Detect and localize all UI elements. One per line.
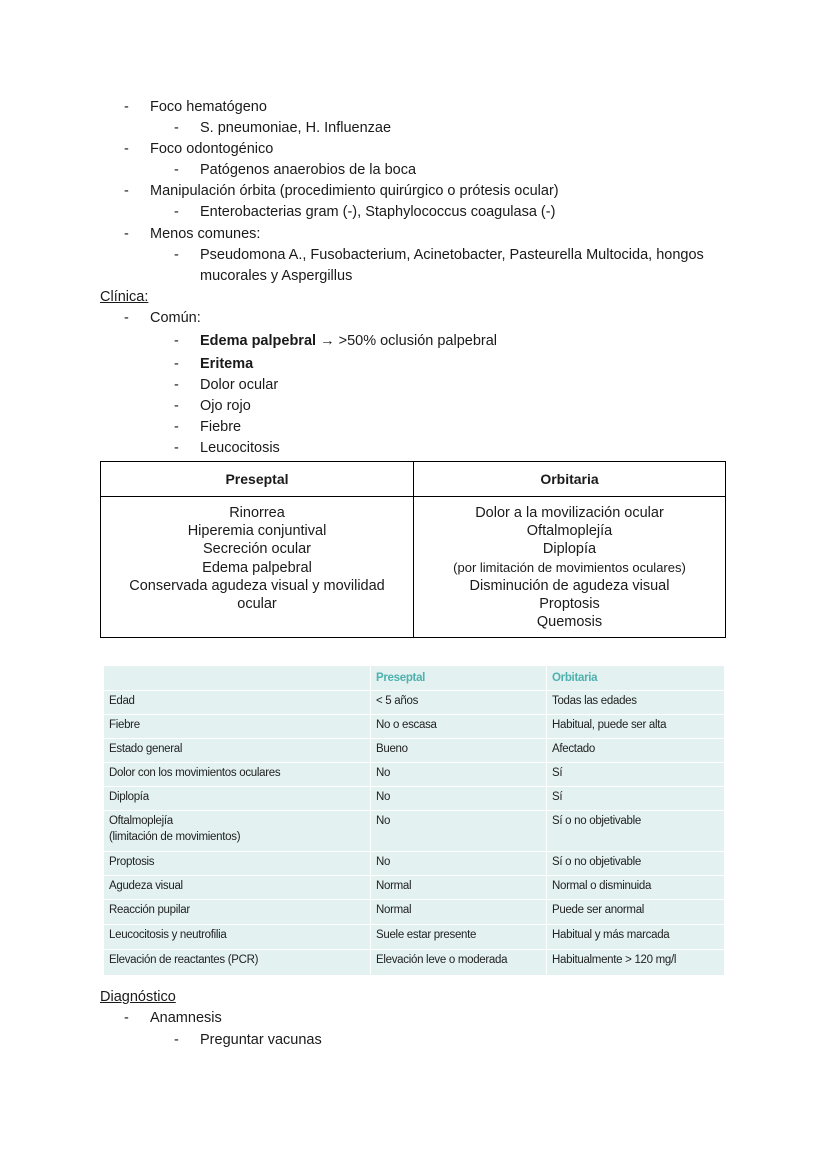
bold-term: Eritema <box>200 356 254 372</box>
list-item: Enterobacterias gram (-), Staphylococcus coagulasa (-) <box>200 204 556 220</box>
bullet-dash: - <box>124 1010 129 1026</box>
row-value: No o escasa <box>376 719 437 731</box>
list-item: Anamnesis <box>150 1010 222 1026</box>
row-label: Dolor con los movimientos oculares <box>109 767 281 779</box>
row-value: No <box>376 815 391 827</box>
cell-line: Dolor a la movilización ocular <box>475 505 664 521</box>
cell-line: (por limitación de movimientos oculares) <box>453 559 686 575</box>
list-item: Manipulación órbita (procedimiento quirúrgico o prótesis ocular) <box>150 183 559 199</box>
row-value: < 5 años <box>376 695 419 707</box>
bullet-dash: - <box>174 440 179 456</box>
row-label-sub: (limitación de movimientos) <box>109 831 241 843</box>
row-value: Normal <box>376 880 412 892</box>
row-value: Habitual y más marcada <box>552 929 670 941</box>
bullet-dash: - <box>174 204 179 220</box>
row-label: Oftalmoplejía <box>109 815 173 827</box>
row-value: Normal <box>376 904 412 916</box>
row-value: Sí <box>552 791 563 803</box>
row-label: Reacción pupilar <box>109 904 190 916</box>
section-heading-clinica: Clínica: <box>100 289 149 305</box>
row-value: No <box>376 767 391 779</box>
bullet-dash: - <box>124 99 129 115</box>
bullet-dash: - <box>174 1032 179 1048</box>
table-row <box>104 738 724 763</box>
term-detail: → >50% oclusión palpebral <box>316 333 498 349</box>
table-header-preseptal: Preseptal <box>376 672 426 684</box>
row-label: Diplopía <box>109 791 149 803</box>
bullet-dash: - <box>174 247 179 263</box>
bullet-dash: - <box>174 162 179 178</box>
bullet-dash: - <box>174 120 179 136</box>
row-value: No <box>376 856 391 868</box>
table-header-orbitaria: Orbitaria <box>540 471 599 487</box>
table-header-row <box>104 666 724 691</box>
table-header-preseptal: Preseptal <box>225 471 289 487</box>
list-item: Menos comunes: <box>150 226 261 242</box>
bullet-dash: - <box>174 398 179 414</box>
table-row <box>104 949 724 975</box>
list-item: Foco hematógeno <box>150 99 267 115</box>
cell-line: Proptosis <box>539 596 600 613</box>
cell-line: Hiperemia conjuntival <box>187 523 327 540</box>
cell-line: Rinorrea <box>229 505 285 521</box>
comparison-table <box>100 461 726 638</box>
bullet-dash: - <box>174 356 179 372</box>
row-value: Suele estar presente <box>376 929 477 941</box>
table-row <box>104 714 724 739</box>
row-value: Afectado <box>552 743 595 755</box>
row-label: Fiebre <box>109 719 140 731</box>
table-header-orbitaria: Orbitaria <box>552 672 598 684</box>
list-item: Leucocitosis <box>200 440 280 456</box>
list-item: Patógenos anaerobios de la boca <box>200 162 417 178</box>
table-cell-preseptal <box>101 504 413 613</box>
table-row <box>104 851 724 876</box>
list-item: S. pneumoniae, H. Influenzae <box>200 120 392 136</box>
list-item: Pseudomona A., Fusobacterium, Acinetobacter, Pasteurella Multocida, hongos <box>200 247 704 263</box>
cell-line: Secreción ocular <box>203 541 311 558</box>
bullet-dash: - <box>124 141 129 157</box>
row-value: Habitualmente > 120 mg/l <box>552 954 677 966</box>
cell-line: ocular <box>237 596 277 613</box>
list-item <box>200 331 497 352</box>
table-row <box>104 786 724 811</box>
row-value: Todas las edades <box>552 695 637 707</box>
table-row <box>104 810 724 852</box>
bold-term: Edema palpebral <box>200 333 317 349</box>
table-row <box>104 899 724 925</box>
bullet-dash: - <box>124 310 129 326</box>
list-item: Preguntar vacunas <box>200 1032 322 1048</box>
row-value: Elevación leve o moderada <box>376 954 508 966</box>
row-label: Leucocitosis y neutrofilia <box>109 929 227 941</box>
table-divider <box>101 496 725 497</box>
row-value: No <box>376 791 391 803</box>
cell-line: Quemosis <box>536 614 603 631</box>
section-heading-diagnostico: Diagnóstico <box>100 989 176 1005</box>
cell-line: Edema palpebral <box>202 559 312 576</box>
table-row <box>104 762 724 787</box>
list-item <box>200 354 253 375</box>
comparison-table-image <box>104 666 724 975</box>
table-row <box>104 690 724 715</box>
bullet-dash: - <box>174 377 179 393</box>
table-cell-orbitaria <box>414 504 725 631</box>
cell-line: Oftalmoplejía <box>526 523 613 540</box>
row-value: Puede ser anormal <box>552 904 645 916</box>
bullet-dash: - <box>124 183 129 199</box>
list-item: mucorales y Aspergillus <box>200 268 353 284</box>
list-item: Foco odontogénico <box>150 141 274 157</box>
bullet-dash: - <box>174 419 179 435</box>
row-label: Agudeza visual <box>109 880 183 892</box>
row-label: Elevación de reactantes (PCR) <box>109 954 259 966</box>
row-value: Habitual, puede ser alta <box>552 719 667 731</box>
cell-line: Disminución de agudeza visual <box>469 577 670 594</box>
cell-line: Diplopía <box>542 541 597 558</box>
row-label: Proptosis <box>109 856 155 868</box>
row-value: Sí <box>552 767 563 779</box>
row-value: Sí o no objetivable <box>552 815 641 827</box>
bullet-dash: - <box>124 226 129 242</box>
row-value: Sí o no objetivable <box>552 856 641 868</box>
table-row <box>104 875 724 900</box>
row-label: Estado general <box>109 743 183 755</box>
cell-line: Conservada agudeza visual y movilidad <box>129 577 385 594</box>
list-item: Dolor ocular <box>200 377 279 393</box>
table-row <box>104 924 724 950</box>
row-value: Bueno <box>376 743 408 755</box>
list-item: Ojo rojo <box>200 398 251 414</box>
list-item: Común: <box>150 310 201 326</box>
bullet-dash: - <box>174 333 179 349</box>
list-item: Fiebre <box>200 419 242 435</box>
row-label: Edad <box>109 695 135 707</box>
row-value: Normal o disminuida <box>552 880 652 892</box>
